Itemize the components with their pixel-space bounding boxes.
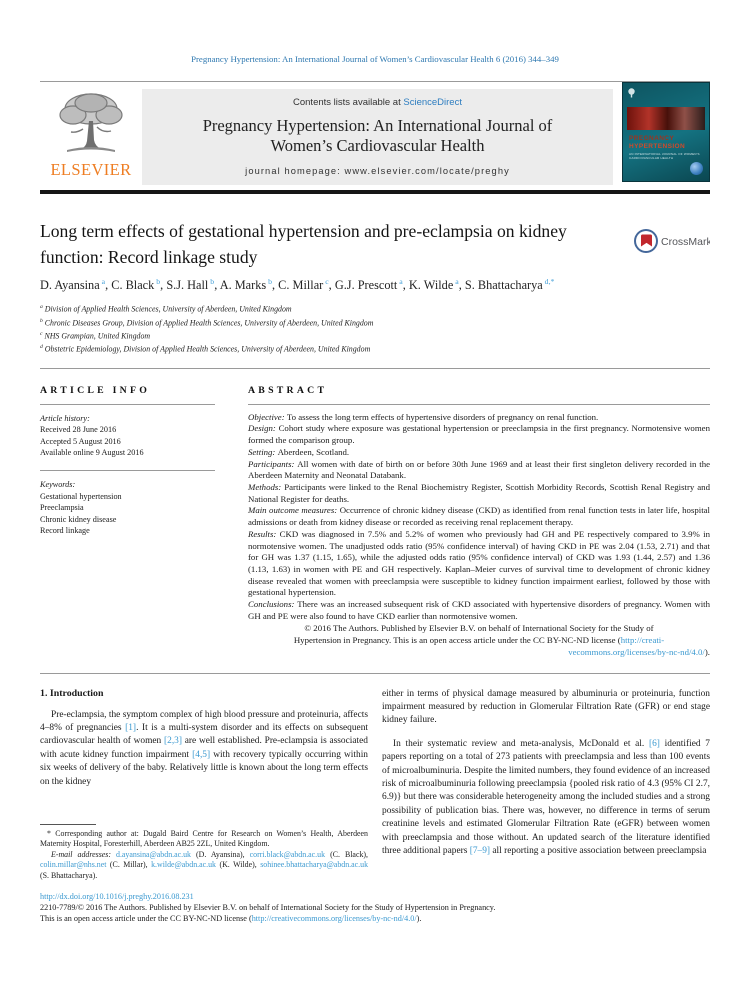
affiliation-sup: d xyxy=(40,344,43,351)
inline-text: This is an open access article under the CC BY-NC-ND license ( xyxy=(40,914,252,924)
crossmark-label: CrossMark xyxy=(661,236,710,248)
contents-line xyxy=(150,97,605,108)
author-separator: , xyxy=(214,278,220,293)
abstract-paragraph xyxy=(248,412,710,424)
copyright-line3 xyxy=(248,647,710,659)
inline-link[interactable]: k.wilde@abdn.ac.uk xyxy=(151,860,216,870)
author-affiliation-sup[interactable]: c xyxy=(323,277,329,286)
inline-text: either in terms of physical damage measured by albuminuria or proteinuria, function impairment measured by reduction in Glomerular Filtration Rate (GFR) or end stage kidney failure. xyxy=(382,688,710,726)
keywords-rule xyxy=(40,470,215,471)
abstract-paragraph xyxy=(248,459,710,482)
affiliation-line xyxy=(40,302,710,315)
crossmark-badge[interactable] xyxy=(632,226,710,270)
author-separator: , xyxy=(272,278,279,293)
inline-text: all reporting a positive association between preeclampsia xyxy=(490,846,707,857)
inline-text: Participants were linked to the Renal Biochemistry Register, Scottish Morbidity Records, Scottish Renal Registry and National Register for deaths. xyxy=(248,482,710,504)
section-divider-bottom xyxy=(40,673,710,674)
cover-title-line1: PREGNANCY xyxy=(629,135,675,142)
author-name: S. Bhattacharya xyxy=(464,278,543,293)
inline-text: CKD was diagnosed in 7.5% and 5.2% of women who previously had GH and PE respectively compared to 3.9% in normotensive women. The unadjusted odds ratio (95% confidence interval) of having CKD in PE was 2.04 (1.53, 2.71) and that for GH was 1.37 (1.15, 1.65), while the adjusted odds ratio (95% confidence interval) of CKD was 1.93 (1.44, 2.57) and 1.36 (1.13, 1.63) in women with PE and GH respectively. Kaplan–Meier curves of survival time to development of chronic kidney disease revealed that women with preeclampsia were susceptible to kidney function impairment earliest, followed by those with gestational hypertension. xyxy=(248,528,710,598)
journal-cover-thumbnail[interactable] xyxy=(622,82,710,182)
right-column xyxy=(382,686,710,882)
inline-link[interactable]: [4,5] xyxy=(192,749,211,760)
abstract-body xyxy=(248,412,710,623)
inline-text: (C. Millar), xyxy=(106,860,152,870)
inline-text: ). xyxy=(704,646,710,657)
author-affiliation-sup[interactable]: b xyxy=(154,277,161,286)
sciencedirect-link[interactable]: ScienceDirect xyxy=(403,97,462,108)
article-title: Long term effects of gestational hypertension and pre-eclampsia on kidney function: Record linkage study xyxy=(40,221,567,267)
intro-paragraph xyxy=(40,709,368,789)
affiliations xyxy=(40,302,710,356)
inline-text: with recovery typically occurring within six weeks of delivery of the baby. Relatively little is known about the long term effects on the kidney xyxy=(40,749,368,787)
license-line xyxy=(40,913,710,924)
journal-title-line2: Women’s Cardiovascular Health xyxy=(270,136,485,155)
article-info-column xyxy=(40,385,215,659)
right-column-paragraph-1 xyxy=(382,688,710,728)
inline-link[interactable]: [1] xyxy=(125,722,137,733)
journal-title-line1: Pregnancy Hypertension: An International Journal of xyxy=(202,116,553,135)
abstract-paragraph xyxy=(248,529,710,599)
abstract-paragraph xyxy=(248,482,710,505)
article-info-heading: ARTICLE INFO xyxy=(40,384,151,396)
author-separator: , xyxy=(402,278,409,293)
journal-citation: Pregnancy Hypertension: An International Journal of Women’s Cardiovascular Health 6 (2016) 344–349 xyxy=(191,54,559,64)
inline-link[interactable]: vecommons.org/licenses/by-nc-nd/4.0/ xyxy=(568,646,705,657)
inline-link[interactable]: http://creativecommons.org/licenses/by-nc-nd/4.0/ xyxy=(251,914,417,924)
inline-text: are well established. Pre-eclampsia is associated with acute kidney function impairment xyxy=(40,736,368,760)
info-abstract-section xyxy=(40,369,710,673)
author-affiliation-sup[interactable]: a xyxy=(397,277,403,286)
copyright-line1 xyxy=(248,623,710,635)
inline-italic-label: Objective: xyxy=(248,411,287,422)
inline-text: Hypertension in Pregnancy. This is an open access article under the CC BY-NC-ND license ( xyxy=(293,635,621,646)
email-addresses-note xyxy=(40,850,368,882)
affiliation-text: Chronic Diseases Group, Division of Applied Health Sciences, University of Aberdeen, United Kingdom xyxy=(42,318,374,328)
inline-link[interactable]: [2,3] xyxy=(164,736,182,747)
inline-italic-label: Conclusions: xyxy=(248,599,298,610)
elsevier-logo[interactable] xyxy=(40,89,142,180)
inline-text: ). xyxy=(416,914,422,924)
inline-italic-label: Main outcome measures: xyxy=(248,505,340,516)
inline-text: To assess the long term effects of hypertensive disorders of pregnancy on renal function. xyxy=(286,411,599,422)
inline-text: (D. Ayansina), xyxy=(190,849,250,859)
intro-heading: 1. Introduction xyxy=(40,687,104,699)
inline-link[interactable]: d.ayansina@abdn.ac.uk xyxy=(116,849,191,859)
inline-italic-label: Design: xyxy=(248,423,279,434)
issn-copyright-line: 2210-7789/© 2016 The Authors. Published by Elsevier B.V. on behalf of International Society for the Study of Hypertension in Pregnancy. xyxy=(40,902,496,912)
journal-homepage-link[interactable]: journal homepage: www.elsevier.com/locate/preghy xyxy=(245,166,510,176)
inline-text: In their systematic review and meta-analysis, McDonald et al. xyxy=(393,738,649,749)
title-block xyxy=(40,218,710,270)
copyright-block xyxy=(248,623,710,658)
author-affiliation-sup[interactable]: d,* xyxy=(542,277,555,286)
inline-text: identified 7 papers reporting on a total of 273 patients with preeclampsia and less than 100 events of microalbuminuria. Despite the limited numbers, they found evidence of an increased risk of microalbuminuria following preeclampsia {pooled risk ratio of 4.3 (95% CI 2.7, 6.9)} but there was considerable heterogeneity among the included studies and a strong possibility of publication bias. There was, however, no difference in terms of serum creatinine levels and estimated Glomerular Filtration Rate (eGFR) between women with preeclampsia and those without. An updated search of the literature identified three additional papers xyxy=(382,738,710,857)
abstract-paragraph xyxy=(248,423,710,446)
inline-text: © 2016 The Authors. Published by Elsevier B.V. on behalf of International Society for the Study of xyxy=(304,623,654,634)
doi-link[interactable]: http://dx.doi.org/10.1016/j.preghy.2016.08.231 xyxy=(40,891,194,901)
article-info-rule xyxy=(40,404,215,405)
keyword-item: Record linkage xyxy=(40,526,90,536)
inline-text: * Corresponding author at: Dugald Baird Centre for Research on Women’s Health, Aberdeen Maternity Hospital, Foresterhill, Aberdeen AB25 2ZL, United Kingdom. xyxy=(40,828,368,849)
inline-italic-label: Methods: xyxy=(248,482,285,492)
keyword-item: Preeclampsia xyxy=(40,503,84,513)
affiliation-text: Obstetric Epidemiology, Division of Applied Health Sciences, University of Aberdeen, United Kingdom xyxy=(42,344,371,354)
inline-italic-label: Results: xyxy=(248,528,280,539)
history-item: Received 28 June 2016 xyxy=(40,425,117,435)
inline-text: (K. Wilde), xyxy=(216,860,261,870)
inline-text: (S. Bhattacharya). xyxy=(40,870,98,880)
inline-link[interactable]: colin.millar@nhs.net xyxy=(40,860,107,870)
body-columns xyxy=(40,686,710,882)
inline-text: . It is a multi-system disorder and its effects on subsequent cardiovascular health of women xyxy=(40,722,369,747)
keyword-item: Gestational hypertension xyxy=(40,491,122,501)
cover-artwork-band xyxy=(627,107,705,130)
author-name: S.J. Hall xyxy=(166,278,209,293)
imprint-block xyxy=(40,891,710,925)
footnote-rule xyxy=(40,824,96,825)
journal-title xyxy=(150,116,605,156)
author-name: C. Black xyxy=(111,278,155,293)
cover-title-line2: HYPERTENSION xyxy=(629,142,686,150)
inline-text: Occurrence of chronic kidney disease (CKD) as identified from renal function tests in later life, hospital admissions or death from kidney disease or recorded as receiving renal replacement therapy. xyxy=(248,505,710,528)
affiliation-text: Division of Applied Health Sciences, University of Aberdeen, United Kingdom xyxy=(42,304,292,314)
affiliation-sup: b xyxy=(40,317,43,324)
cover-journal-title xyxy=(629,135,705,150)
author-affiliation-sup[interactable]: a xyxy=(99,277,106,286)
elsevier-wordmark: ELSEVIER xyxy=(50,160,132,179)
inline-link[interactable]: [6] xyxy=(648,738,660,749)
cover-subtitle: AN INTERNATIONAL JOURNAL OF WOMEN’S CARDIOVASCULAR HEALTH xyxy=(629,152,700,160)
thick-divider xyxy=(40,190,710,194)
masthead-box xyxy=(142,89,613,185)
inline-italic-label: E-mail addresses: xyxy=(51,849,117,859)
corresponding-author-note xyxy=(40,829,368,850)
author-separator: , xyxy=(328,278,335,293)
abstract-column xyxy=(248,385,710,659)
inline-link[interactable]: [7–9] xyxy=(469,846,491,857)
cover-elsevier-tree-icon xyxy=(627,86,636,104)
inline-text: (C. Black), xyxy=(325,849,368,859)
affiliation-sup: c xyxy=(40,330,43,337)
author-name: A. Marks xyxy=(219,278,267,293)
inline-text: All women with date of birth on or before 30th June 1969 and at least their first singleton delivery recorded in the Aberdeen Maternity and Neonatal Databank. xyxy=(248,458,710,481)
affiliation-text: NHS Grampian, United Kingdom xyxy=(42,331,151,341)
abstract-paragraph xyxy=(248,599,710,622)
author-affiliation-sup[interactable]: b xyxy=(266,277,272,286)
contents-prefix: Contents lists available at xyxy=(293,97,404,108)
author-name: D. Ayansina xyxy=(40,278,100,293)
affiliation-line xyxy=(40,316,710,329)
inline-link[interactable]: sohinee.bhattacharya@abdn.ac.uk xyxy=(260,860,369,870)
affiliation-sup: a xyxy=(40,304,43,311)
footnote xyxy=(40,824,368,882)
journal-masthead-band xyxy=(40,89,710,185)
inline-text: Aberdeen, Scotland. xyxy=(277,446,350,457)
left-column xyxy=(40,686,368,882)
inline-text: Cohort study where exposure was gestational hypertension or preeclampsia in the first pregnancy. Normotensive women formed the comparison group. xyxy=(248,423,710,446)
abstract-paragraph xyxy=(248,505,710,528)
elsevier-tree-icon xyxy=(40,89,142,159)
author-separator: , xyxy=(105,278,112,293)
author-separator: , xyxy=(458,278,465,293)
history-list xyxy=(40,424,215,458)
copyright-line2 xyxy=(248,635,710,647)
abstract-paragraph xyxy=(248,447,710,459)
article-history-label: Article history: xyxy=(40,413,90,423)
inline-text: Pre-eclampsia, the symptom complex of high blood pressure and proteinuria, affects 4–8% of pregnancies xyxy=(40,709,368,733)
author-affiliation-sup[interactable]: a xyxy=(453,277,459,286)
affiliation-line xyxy=(40,329,710,342)
keyword-item: Chronic kidney disease xyxy=(40,514,117,524)
keywords-label: Keywords: xyxy=(40,480,76,490)
top-divider xyxy=(40,81,710,82)
history-item: Accepted 5 August 2016 xyxy=(40,436,121,446)
affiliation-line xyxy=(40,342,710,355)
authors-line xyxy=(40,277,710,293)
author-separator: , xyxy=(160,278,167,293)
cover-globe-icon xyxy=(690,162,703,175)
author-affiliation-sup[interactable]: b xyxy=(208,277,215,286)
author-name: C. Millar xyxy=(278,278,324,293)
abstract-heading: ABSTRACT xyxy=(248,384,328,396)
history-item: Available online 9 August 2016 xyxy=(40,448,144,457)
abstract-rule xyxy=(248,404,710,405)
inline-link[interactable]: corri.black@abdn.ac.uk xyxy=(249,849,326,859)
inline-italic-label: Participants: xyxy=(248,458,298,469)
author-name: G.J. Prescott xyxy=(334,278,398,293)
keywords-list xyxy=(40,491,215,537)
inline-italic-label: Setting: xyxy=(248,446,278,457)
inline-link[interactable]: http://creati- xyxy=(620,635,665,646)
inline-text: There was an increased subsequent risk of CKD associated with hypertensive disorders of pregnancy. Women with GH and PE were also found to have CKD earlier than normotensive women. xyxy=(248,599,710,621)
right-column-paragraph-2 xyxy=(382,738,710,859)
author-name: K. Wilde xyxy=(408,278,454,293)
